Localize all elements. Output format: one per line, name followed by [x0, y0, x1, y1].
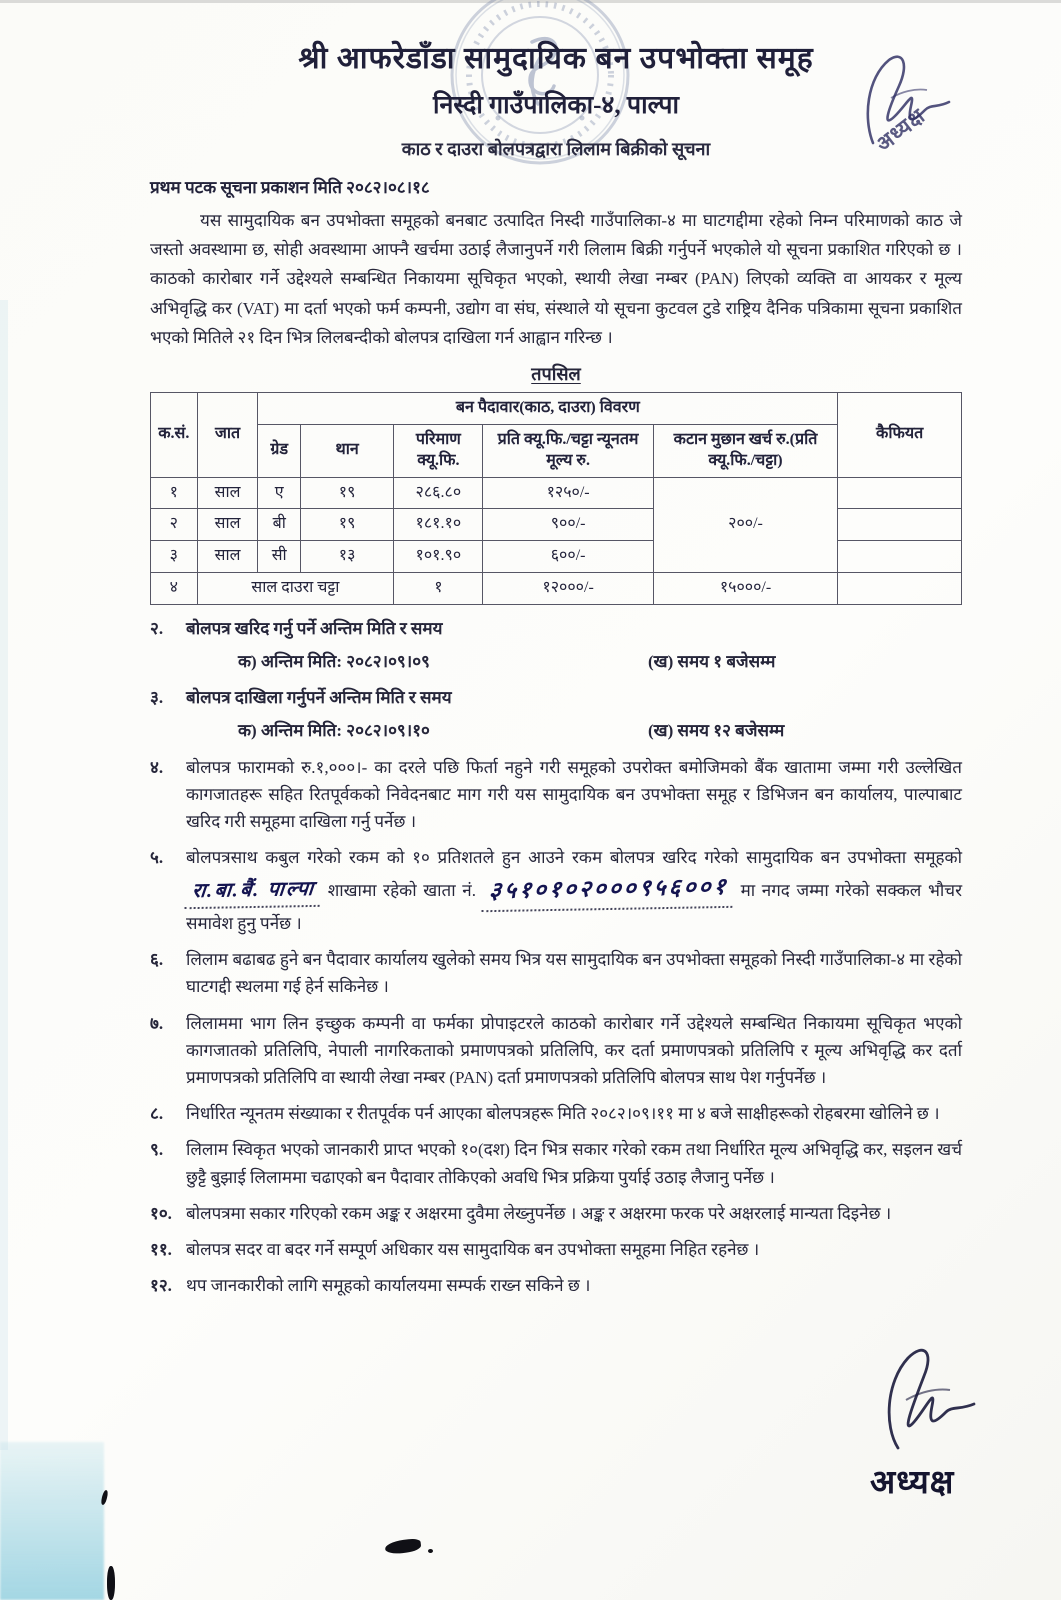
list-item — [150, 1200, 962, 1227]
ink-blot-artifact — [384, 1538, 421, 1555]
item-text: थप जानकारीको लागि समूहको कार्यालयमा सम्पर्क राख्न सकिने छ । — [186, 1276, 591, 1296]
cell-remarks — [838, 509, 962, 541]
table-header-row-1 — [151, 393, 962, 425]
list-item — [150, 946, 962, 1000]
cell-firewood-description: साल दाउरा चट्टा — [197, 572, 394, 604]
notice-title: काठ र दाउरा बोलपत्रद्वारा लिलाम बिक्रीको सूचना — [401, 139, 711, 159]
handwritten-bank-branch: रा.बा.बैं. पाल्पा — [185, 873, 323, 909]
cell-remarks — [838, 541, 962, 573]
list-item — [150, 1136, 962, 1190]
item-text-part: शाखामा रहेको खाता नं. — [327, 881, 476, 901]
cell-sn: १ — [151, 477, 198, 509]
item-text: लिलाम स्विकृत भएको जानकारी प्राप्त भएको १०(दश) दिन भित्र सकार गरेको रकम तथा निर्धारित मूल्य अभिवृद्धि कर, सइलन खर्च छुट्टै बुझाई लिलाममा चढाएको बन पैदावार तोकिएको अवधि भित्र प्रक्रिया पुर्याई उठाइ लैजानु पर्नेछ । — [186, 1140, 962, 1187]
cell-species: साल — [197, 541, 258, 573]
cell-min-price: १२०००/- — [483, 572, 653, 604]
item-number: ९. — [150, 1140, 164, 1160]
col-header-pieces: थान — [301, 424, 394, 477]
item-subrow — [238, 717, 962, 744]
col-header-remarks: कैफियत — [838, 393, 962, 477]
col-header-sn: क.सं. — [151, 393, 198, 477]
conditions-list — [150, 615, 962, 1300]
cell-sn: ३ — [151, 541, 198, 573]
col-header-forest-product-span: बन पैदावार(काठ, दाउरा) विवरण — [258, 393, 838, 425]
item-subrow — [238, 648, 962, 675]
cell-min-price: ६००/- — [483, 541, 653, 573]
item-text: बोलपत्र खरिद गर्नु पर्ने अन्तिम मिति र समय — [186, 618, 443, 638]
cell-pieces: १९ — [301, 477, 394, 509]
scan-edge-artifact — [0, 300, 8, 1450]
item-text: बोलपत्रमा सकार गरिएको रकम अङ्क र अक्षरमा दुवैमा लेख्नुपर्नेछ । अङ्क र अक्षरमा फरक परे अक्षरलाई मान्यता दिइनेछ । — [186, 1203, 892, 1223]
chairman-signature-bottom — [840, 1330, 1040, 1520]
col-header-species: जात — [197, 393, 258, 477]
org-location: निस्दी गाउँपालिका-४, पाल्पा — [432, 92, 679, 119]
handwritten-account-number: ३५१०१०२०००९५६००१ — [481, 869, 736, 912]
cell-volume: २८६.८० — [394, 477, 483, 509]
ink-blot-artifact — [428, 1549, 433, 1553]
cell-min-price: ९००/- — [483, 509, 653, 541]
item-number: १२. — [150, 1276, 172, 1296]
deadline-date: क) अन्तिम मिति: २०८२।०९।१० — [238, 721, 430, 741]
col-header-cutting-cost: कटान मुछान खर्च रु.(प्रति क्यू.फि./चट्टा) — [653, 424, 838, 477]
item-number: ११. — [150, 1239, 172, 1259]
cell-pieces: १३ — [301, 541, 394, 573]
list-item — [150, 1272, 962, 1299]
cell-grade: बी — [258, 509, 301, 541]
item-text: बोलपत्र फारामको रु.१,०००।- का दरले पछि फिर्ता नहुने गरी समूहको उपरोक्त बमोजिमको बैंक खातामा जम्मा गरी उल्लेखित कागजातहरू सहित रितपूर्वकको निवेदनबाट माग गरी यस सामुदायिक बन उपभोक्ता समूह र डिभिजन बन कार्यालय, पाल्पाबाट खरिद गरी समूहमा दाखिला गर्नु पर्नेछ । — [186, 757, 962, 831]
table-title: तपसिल — [531, 364, 581, 385]
table-row — [151, 477, 962, 509]
cell-volume: १०१.९० — [394, 541, 483, 573]
item-number: २. — [150, 618, 164, 638]
cell-min-price: १२५०/- — [483, 477, 653, 509]
item-text: लिलाममा भाग लिन इच्छुक कम्पनी वा फर्मका प्रोपाइटरले काठको कारोबार गर्ने उद्देश्यले सम्बन्धित निकायमा सूचिकृत भएको कागजातको प्रतिलिपि, नेपाली नागरिकताको प्रमाणपत्रको प्रतिलिपि, कर दर्ता प्रमाणपत्रको प्रतिलिपि र मूल्य अभिवृद्धि कर दर्ता प्रमाणपत्रको प्रतिलिपि वा स्थायी लेखा नम्बर (PAN) दर्ता प्रमाणपत्रको प्रतिलिपि बोलपत्र साथ पेश गर्नुपर्नेछ । — [186, 1013, 962, 1087]
org-name: श्री आफरेडाँडा सामुदायिक बन उपभोक्ता समूह — [298, 42, 814, 75]
list-item — [150, 1010, 962, 1092]
item-text: बोलपत्र दाखिला गर्नुपर्ने अन्तिम मिति र समय — [186, 688, 452, 708]
cell-species: साल — [197, 477, 258, 509]
cell-cutting-cost-merged: २००/- — [653, 477, 838, 572]
cell-grade: ए — [258, 477, 301, 509]
chairman-label-bottom: अध्यक्ष — [870, 1465, 955, 1501]
chairman-label-top: अध्यक्ष — [871, 103, 930, 157]
ink-blot-artifact — [107, 1566, 115, 1600]
cell-remarks — [838, 477, 962, 509]
item-number: ३. — [150, 688, 164, 708]
cell-grade: सी — [258, 541, 301, 573]
list-item-with-handwriting — [150, 844, 962, 937]
item-text — [186, 844, 962, 937]
cell-cutting-cost: १५०००/- — [653, 572, 838, 604]
cell-sn: २ — [151, 509, 198, 541]
list-item — [150, 1236, 962, 1263]
deadline-time: (ख) समय १ बजेसम्म — [648, 651, 776, 671]
item-text: बोलपत्र सदर वा बदर गर्ने सम्पूर्ण अधिकार यस सामुदायिक बन उपभोक्ता समूहमा निहित रहनेछ । — [186, 1239, 760, 1259]
deadline-time: (ख) समय १२ बजेसम्म — [648, 721, 785, 741]
item-number: ६. — [150, 950, 164, 970]
list-item — [150, 615, 962, 642]
item-text: लिलाम बढाबढ हुने बन पैदावार कार्यालय खुलेको समय भित्र यस सामुदायिक बन उपभोक्ता समूहको निस्दी गाउँपालिका-४ मा रहेको घाटगद्दी स्थलमा गई हेर्न सकिनेछ । — [186, 950, 962, 997]
item-text-part: मा नगद जम्मा गरेको सक्कल भौचर समावेश हुनु पर्नेछ । — [186, 881, 963, 934]
table-row-firewood — [151, 572, 962, 604]
list-item — [150, 684, 962, 711]
auction-details-table — [150, 392, 962, 605]
cell-volume: १ — [394, 572, 483, 604]
item-number: ४. — [150, 757, 164, 777]
item-number: १०. — [150, 1203, 172, 1223]
chairman-signature-top — [845, 38, 1045, 188]
item-number: ५. — [150, 848, 164, 868]
col-header-volume: परिमाण क्यू.फि. — [394, 424, 483, 477]
cell-species: साल — [197, 509, 258, 541]
col-header-min-price: प्रति क्यू.फि./चट्टा न्यूनतम मूल्य रु. — [483, 424, 653, 477]
document-header — [150, 36, 962, 198]
deadline-date: क) अन्तिम मिति: २०८२।०९।०९ — [238, 651, 430, 671]
item-number: ८. — [150, 1104, 164, 1124]
intro-paragraph: यस सामुदायिक बन उपभोक्ता समूहको बनबाट उत्पादित निस्दी गाउँपालिका-४ मा घाटगद्दीमा रहेको निम्न परिमाणको काठ जे जस्तो अवस्थामा छ, सोही अवस्थामा आफ्नै खर्चमा उठाई लैजानुपर्ने गरी लिलाम बिक्री गर्नुपर्ने भएकोले यो सूचना प्रकाशित गरिएको छ । काठको कारोबार गर्ने उद्देश्यले सम्बन्धित निकायमा सूचिकृत भएको, स्थायी लेखा नम्बर (PAN) लिएको व्यक्ति वा आयकर र मूल्य अभिवृद्धि कर (VAT) मा दर्ता भएको फर्म कम्पनी, उद्योग वा संघ, संस्थाले यो सूचना कुटवल टुडे राष्ट्रिय दैनिक पत्रिकामा सूचना प्रकाशित भएको मितिले २१ दिन भित्र लिलबन्दीको बोलपत्र दाखिला गर्न आह्वान गरिन्छ । — [150, 211, 962, 347]
table-row — [151, 541, 962, 573]
publish-date-line: प्रथम पटक सूचना प्रकाशन मिति २०८२।०८।१८ — [150, 178, 430, 197]
col-header-grade: ग्रेड — [258, 424, 301, 477]
list-item — [150, 1100, 962, 1127]
item-text: निर्धारित न्यूनतम संख्याका र रीतपूर्वक पर्न आएका बोलपत्रहरू मिति २०८२।०९।११ मा ४ बजे साक्षीहरूको रोहबरमा खोलिने छ । — [186, 1104, 940, 1124]
cell-remarks — [838, 572, 962, 604]
cell-sn: ४ — [151, 572, 198, 604]
table-row — [151, 509, 962, 541]
scan-edge-blue-artifact — [0, 1442, 104, 1600]
cell-volume: १८१.१० — [394, 509, 483, 541]
signature-scribble-icon — [845, 38, 1045, 188]
cell-pieces: १९ — [301, 509, 394, 541]
item-number: ७. — [150, 1013, 164, 1033]
list-item — [150, 754, 962, 836]
item-text-part: बोलपत्रसाथ कबुल गरेको रकम को १० प्रतिशतले हुन आउने रकम बोलपत्र खरिद गरेको सामुदायिक बन उपभोक्ता समूहको — [186, 848, 962, 868]
